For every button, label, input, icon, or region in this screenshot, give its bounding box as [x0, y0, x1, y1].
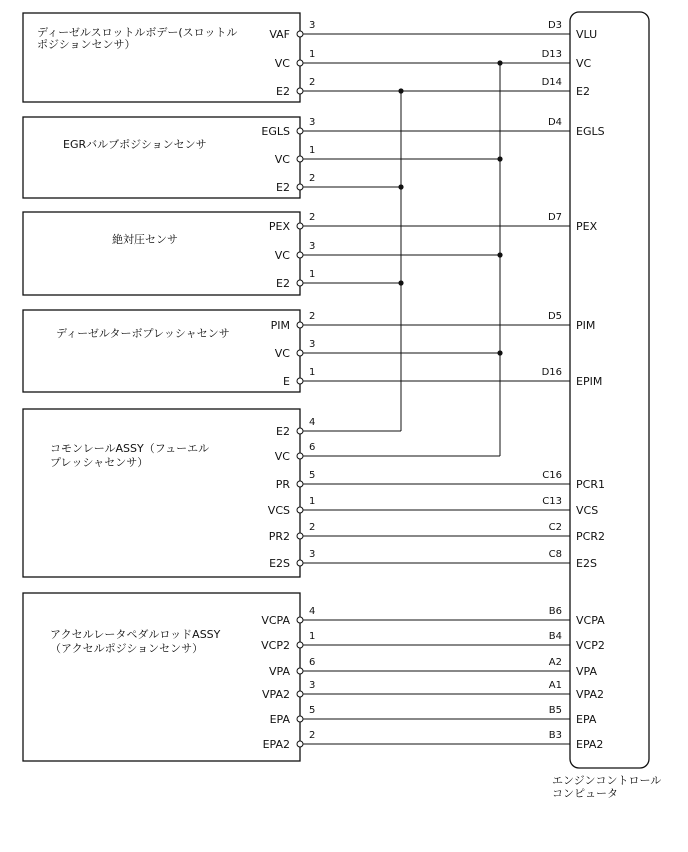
- pin-label: VC: [274, 249, 290, 262]
- ecu-pin: D7: [547, 212, 562, 223]
- pin-number: 2: [309, 212, 316, 223]
- ecu-pin: C2: [548, 522, 562, 533]
- sensor-title: ディーゼルターボプレッシャセンサ: [56, 327, 230, 340]
- ecu-pin: C8: [548, 549, 562, 560]
- pin-label: VCP2: [261, 639, 290, 652]
- pin-number: 5: [309, 470, 316, 481]
- terminal: [297, 128, 303, 134]
- terminal: [297, 428, 303, 434]
- pin-number: 3: [309, 117, 316, 128]
- ecu-pin-label: PEX: [576, 220, 598, 233]
- pin-number: 2: [309, 522, 316, 533]
- pin-label: VC: [274, 347, 290, 360]
- pin-label: VPA: [269, 665, 290, 678]
- pin-label: EPA: [269, 713, 290, 726]
- ecu-pin: A2: [548, 657, 562, 668]
- ecu-pin: D13: [541, 49, 562, 60]
- pin-label: E2: [276, 277, 290, 290]
- sensor-title: コモンレールASSY（フューエル: [50, 442, 210, 455]
- sensor-box: [23, 593, 300, 761]
- pin-number: 2: [309, 77, 316, 88]
- ecu-pin: D14: [541, 77, 562, 88]
- pin-label: VCPA: [261, 614, 290, 627]
- pin-number: 3: [309, 680, 316, 691]
- sensor-box: [23, 212, 300, 295]
- terminal: [297, 453, 303, 459]
- sensor-title: ディーゼルスロットルボデー(スロットル: [37, 26, 238, 39]
- terminal: [297, 156, 303, 162]
- terminal: [297, 322, 303, 328]
- terminal: [297, 184, 303, 190]
- pin-label: VC: [274, 57, 290, 70]
- sensor-title: ポジションセンサ）: [37, 38, 136, 51]
- ecu-pin: B4: [548, 631, 562, 642]
- ecu-pin-label: VLU: [576, 28, 598, 41]
- pin-number: 1: [309, 269, 316, 280]
- ecu-pin: D4: [547, 117, 562, 128]
- sensor-title: （アクセルポジションセンサ）: [50, 642, 204, 655]
- junction-dot: [398, 184, 403, 189]
- sensor-box: [23, 310, 300, 392]
- sensor-title: EGRバルブポジションセンサ: [63, 138, 207, 151]
- pin-label: VC: [274, 153, 290, 166]
- ecu-pin-label: EPA: [576, 713, 597, 726]
- pin-number: 3: [309, 339, 316, 350]
- terminal: [297, 533, 303, 539]
- sensor-title: 絶対圧センサ: [112, 233, 178, 246]
- pin-number: 1: [309, 145, 316, 156]
- pin-label: E: [283, 375, 290, 388]
- junction-dot: [398, 88, 403, 93]
- junction-dot: [398, 280, 403, 285]
- pin-label: PR2: [268, 530, 290, 543]
- pin-label: E2S: [269, 557, 290, 570]
- pin-label: E2: [276, 425, 290, 438]
- ecu-pin: C16: [542, 470, 562, 481]
- pin-label: E2: [276, 85, 290, 98]
- sensor-title: アクセルレータペダルロッドASSY: [50, 628, 221, 641]
- pin-number: 5: [309, 705, 316, 716]
- pin-label: EGLS: [261, 125, 290, 138]
- pin-number: 1: [309, 496, 316, 507]
- ecu-pin-label: E2: [576, 85, 590, 98]
- pin-number: 1: [309, 49, 316, 60]
- ecu-pin: D16: [541, 367, 562, 378]
- sensor-box: [23, 409, 300, 577]
- ecu-pin-label: EPA2: [576, 738, 604, 751]
- terminal: [297, 741, 303, 747]
- pin-label: PR: [275, 478, 290, 491]
- ecu-pin-label: PCR1: [576, 478, 605, 491]
- pin-number: 6: [309, 657, 316, 668]
- pin-label: EPA2: [262, 738, 290, 751]
- ecu-pin: A1: [548, 680, 562, 691]
- ecu-pin: D3: [547, 20, 562, 31]
- terminal: [297, 691, 303, 697]
- ecu-pin-label: PCR2: [576, 530, 605, 543]
- sensor-box: [23, 117, 300, 198]
- pin-label: VC: [274, 450, 290, 463]
- ecu-pin: C13: [542, 496, 562, 507]
- ecu-pin-label: EPIM: [576, 375, 603, 388]
- pin-number: 1: [309, 631, 316, 642]
- terminal: [297, 252, 303, 258]
- ecu-pin-label: VC: [576, 57, 592, 70]
- junction-dot: [497, 60, 502, 65]
- ecu-pin-label: PIM: [576, 319, 596, 332]
- junction-dot: [497, 350, 502, 355]
- ecu-pin-label: VCPA: [576, 614, 605, 627]
- pin-label: E2: [276, 181, 290, 194]
- terminal: [297, 88, 303, 94]
- ecu-pin: D5: [547, 311, 562, 322]
- pin-number: 2: [309, 311, 316, 322]
- pin-label: VPA2: [262, 688, 290, 701]
- terminal: [297, 560, 303, 566]
- ecu-pin: B3: [548, 730, 562, 741]
- ecu-pin: B6: [548, 606, 562, 617]
- pin-number: 4: [309, 417, 316, 428]
- pin-number: 3: [309, 549, 316, 560]
- ecu-pin-label: E2S: [576, 557, 597, 570]
- ecu-name-line2: コンピュータ: [552, 787, 618, 800]
- ecu-name-line1: エンジンコントロール: [552, 774, 662, 787]
- pin-number: 6: [309, 442, 316, 453]
- sensor-title: プレッシャセンサ）: [50, 456, 149, 469]
- pin-number: 3: [309, 20, 316, 31]
- pin-number: 2: [309, 730, 316, 741]
- wires-layer: [300, 34, 570, 744]
- terminal: [297, 280, 303, 286]
- ecu-pin: B5: [548, 705, 562, 716]
- pin-label: VCS: [267, 504, 290, 517]
- terminal: [297, 617, 303, 623]
- terminal: [297, 481, 303, 487]
- junction-dot: [497, 156, 502, 161]
- pin-label: PEX: [268, 220, 290, 233]
- pin-number: 2: [309, 173, 316, 184]
- ecu-pin-label: VPA: [576, 665, 597, 678]
- terminal: [297, 642, 303, 648]
- terminal: [297, 223, 303, 229]
- terminal: [297, 378, 303, 384]
- pin-label: PIM: [270, 319, 290, 332]
- terminal: [297, 668, 303, 674]
- terminal: [297, 350, 303, 356]
- pin-number: 3: [309, 241, 316, 252]
- terminal: [297, 60, 303, 66]
- pin-label: VAF: [269, 28, 290, 41]
- ecu-pin-label: VPA2: [576, 688, 604, 701]
- terminal: [297, 31, 303, 37]
- ecu-pin-label: VCP2: [576, 639, 605, 652]
- ecu-pin-label: VCS: [576, 504, 599, 517]
- terminal: [297, 716, 303, 722]
- junction-dot: [497, 252, 502, 257]
- pin-number: 4: [309, 606, 316, 617]
- ecu-pin-label: EGLS: [576, 125, 605, 138]
- pin-number: 1: [309, 367, 316, 378]
- terminal: [297, 507, 303, 513]
